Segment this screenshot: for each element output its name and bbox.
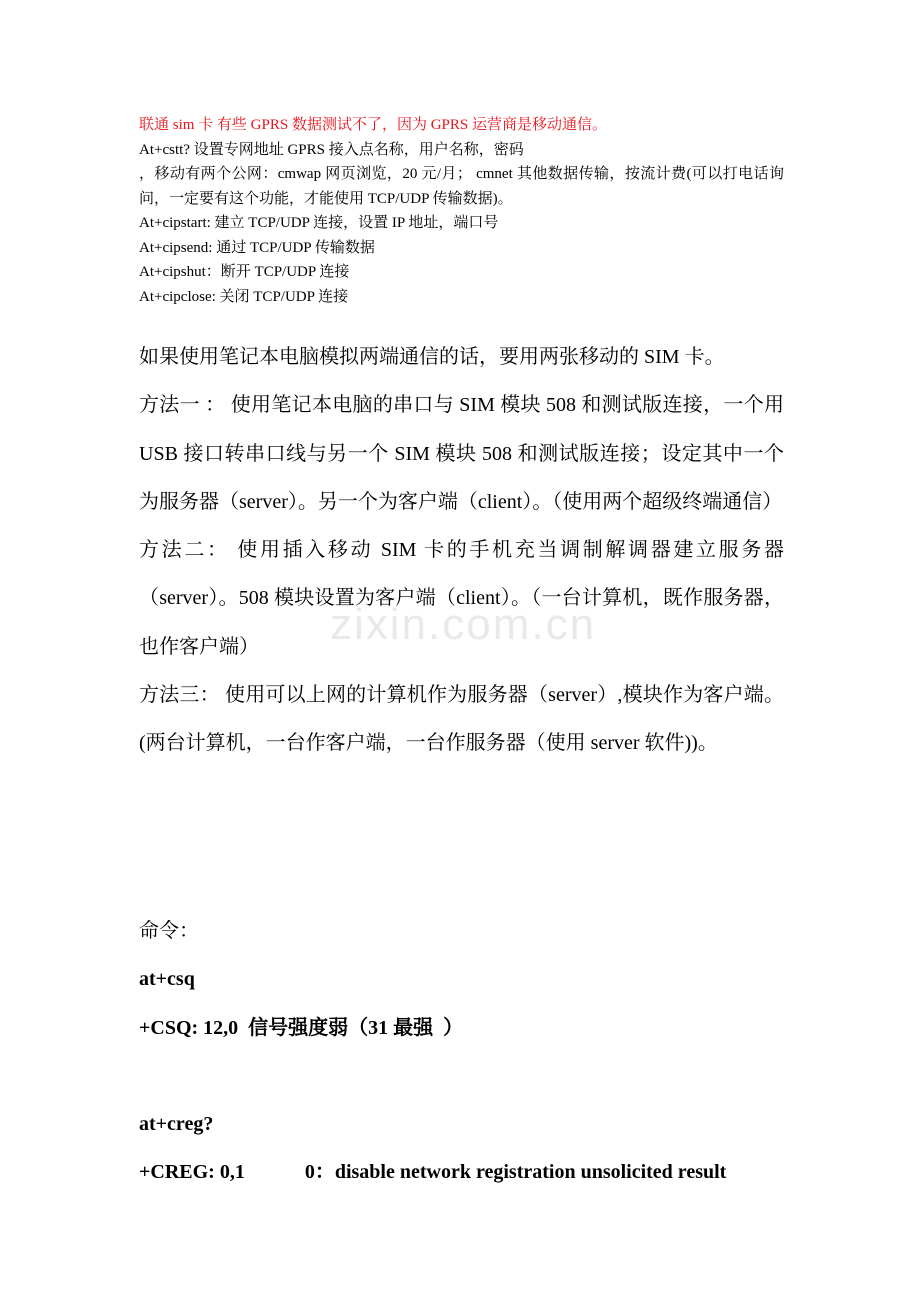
note-line-cipstart: At+cipstart: 建立 TCP/UDP 连接，设置 IP 地址，端口号: [139, 215, 499, 231]
note-line-cipshut: At+cipshut：断开 TCP/UDP 连接: [139, 264, 350, 280]
note-line-cipclose: At+cipclose: 关闭 TCP/UDP 连接: [139, 288, 349, 305]
command-csq: at+csq: [139, 968, 195, 991]
watermark: zixin.com.cn: [330, 600, 597, 649]
note-line-unicom: 联通 sim 卡 有些 GPRS 数据测试不了，因为 GPRS 运营商是移动通信。: [139, 117, 607, 133]
commands-label: 命令：: [139, 920, 199, 942]
note-line-cipsend: At+cipsend: 通过 TCP/UDP 传输数据: [139, 239, 375, 256]
spacer: [139, 1052, 784, 1100]
note-line-mobile-networks: ，移动有两个公网：cmwap 网页浏览，20 元/月； cmnet 其他数据传输，按流计费(可以打电话询问，一定要有这个功能，才能使用 TCP/UDP 传输数据)。: [139, 166, 784, 207]
method-three-paragraph: 方法三： 使用可以上网的计算机作为服务器（server）,模块作为客户端。(两台计算机，一台作客户端，一台作服务器（使用 server 软件))。: [139, 684, 784, 755]
intro-paragraph: 如果使用笔记本电脑模拟两端通信的话，要用两张移动的 SIM 卡。: [139, 346, 725, 368]
notes-section: [139, 113, 784, 309]
note-line-cstt: At+cstt? 设置专网地址 GPRS 接入点名称，用户名称，密码: [139, 141, 524, 158]
commands-section: [139, 907, 784, 1197]
response-csq: +CSQ: 12,0 信号强度弱（31 最强 ）: [139, 1016, 464, 1039]
response-creg: +CREG: 0,1 0：disable network registration unsolicited result: [139, 1161, 727, 1184]
method-two-paragraph: 方法二： 使用插入移动 SIM 卡的手机充当调制解调器建立服务器（server）。508 模块设置为客户端（client）。（一台计算机，既作服务器，也作客户端）: [139, 539, 784, 658]
command-creg: at+creg?: [139, 1113, 214, 1136]
method-one-paragraph: 方法一 ： 使用笔记本电脑的串口与 SIM 模块 508 和测试版连接，一个用 USB 接口转串口线与另一个 SIM 模块 508 和测试版连接；设定其中一个为服务器（server）。另一个为客户端（client）。（使用两个超级终端通信）: [139, 394, 784, 513]
methods-section: [139, 333, 784, 768]
